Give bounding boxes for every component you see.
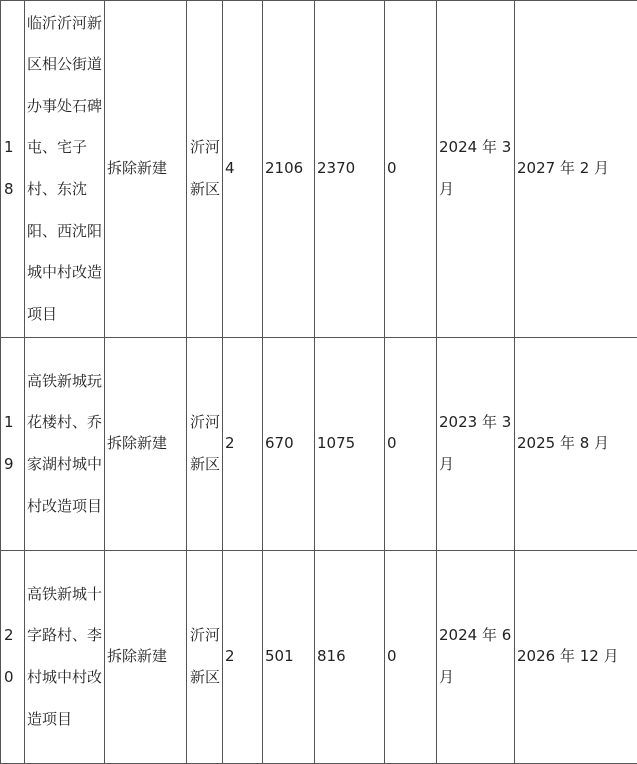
value-cell-3: 0 xyxy=(385,338,437,551)
value-cell-1: 501 xyxy=(263,551,315,764)
value-cell-2: 2370 xyxy=(315,1,385,338)
count-cell: 2 xyxy=(223,338,263,551)
start-date-cell: 2023 年 3 月 xyxy=(437,338,515,551)
value-cell-1: 2106 xyxy=(263,1,315,338)
district-cell: 沂河新区 xyxy=(187,551,223,764)
count-cell: 2 xyxy=(223,551,263,764)
value-cell-3: 0 xyxy=(385,1,437,338)
construction-type-cell: 拆除新建 xyxy=(105,1,187,338)
row-number-cell: 19 xyxy=(1,338,25,551)
row-number-cell: 20 xyxy=(1,551,25,764)
table-row xyxy=(1,551,637,764)
project-name-cell: 高铁新城玩花楼村、乔家湖村城中村改造项目 xyxy=(25,338,105,551)
table-row xyxy=(1,1,637,338)
start-date-cell: 2024 年 3 月 xyxy=(437,1,515,338)
count-cell: 4 xyxy=(223,1,263,338)
project-name-cell: 高铁新城十字路村、李村城中村改造项目 xyxy=(25,551,105,764)
construction-type-cell: 拆除新建 xyxy=(105,551,187,764)
end-date-cell: 2025 年 8 月 xyxy=(515,338,637,551)
end-date-cell: 2027 年 2 月 xyxy=(515,1,637,338)
value-cell-2: 1075 xyxy=(315,338,385,551)
table-row xyxy=(1,338,637,551)
project-name-cell: 临沂沂河新区相公街道办事处石碑屯、宅子村、东沈阳、西沈阳城中村改造项目 xyxy=(25,1,105,338)
row-number-cell: 18 xyxy=(1,1,25,338)
end-date-cell: 2026 年 12 月 xyxy=(515,551,637,764)
start-date-cell: 2024 年 6 月 xyxy=(437,551,515,764)
construction-type-cell: 拆除新建 xyxy=(105,338,187,551)
value-cell-2: 816 xyxy=(315,551,385,764)
district-cell: 沂河新区 xyxy=(187,338,223,551)
value-cell-1: 670 xyxy=(263,338,315,551)
district-cell: 沂河新区 xyxy=(187,1,223,338)
value-cell-3: 0 xyxy=(385,551,437,764)
